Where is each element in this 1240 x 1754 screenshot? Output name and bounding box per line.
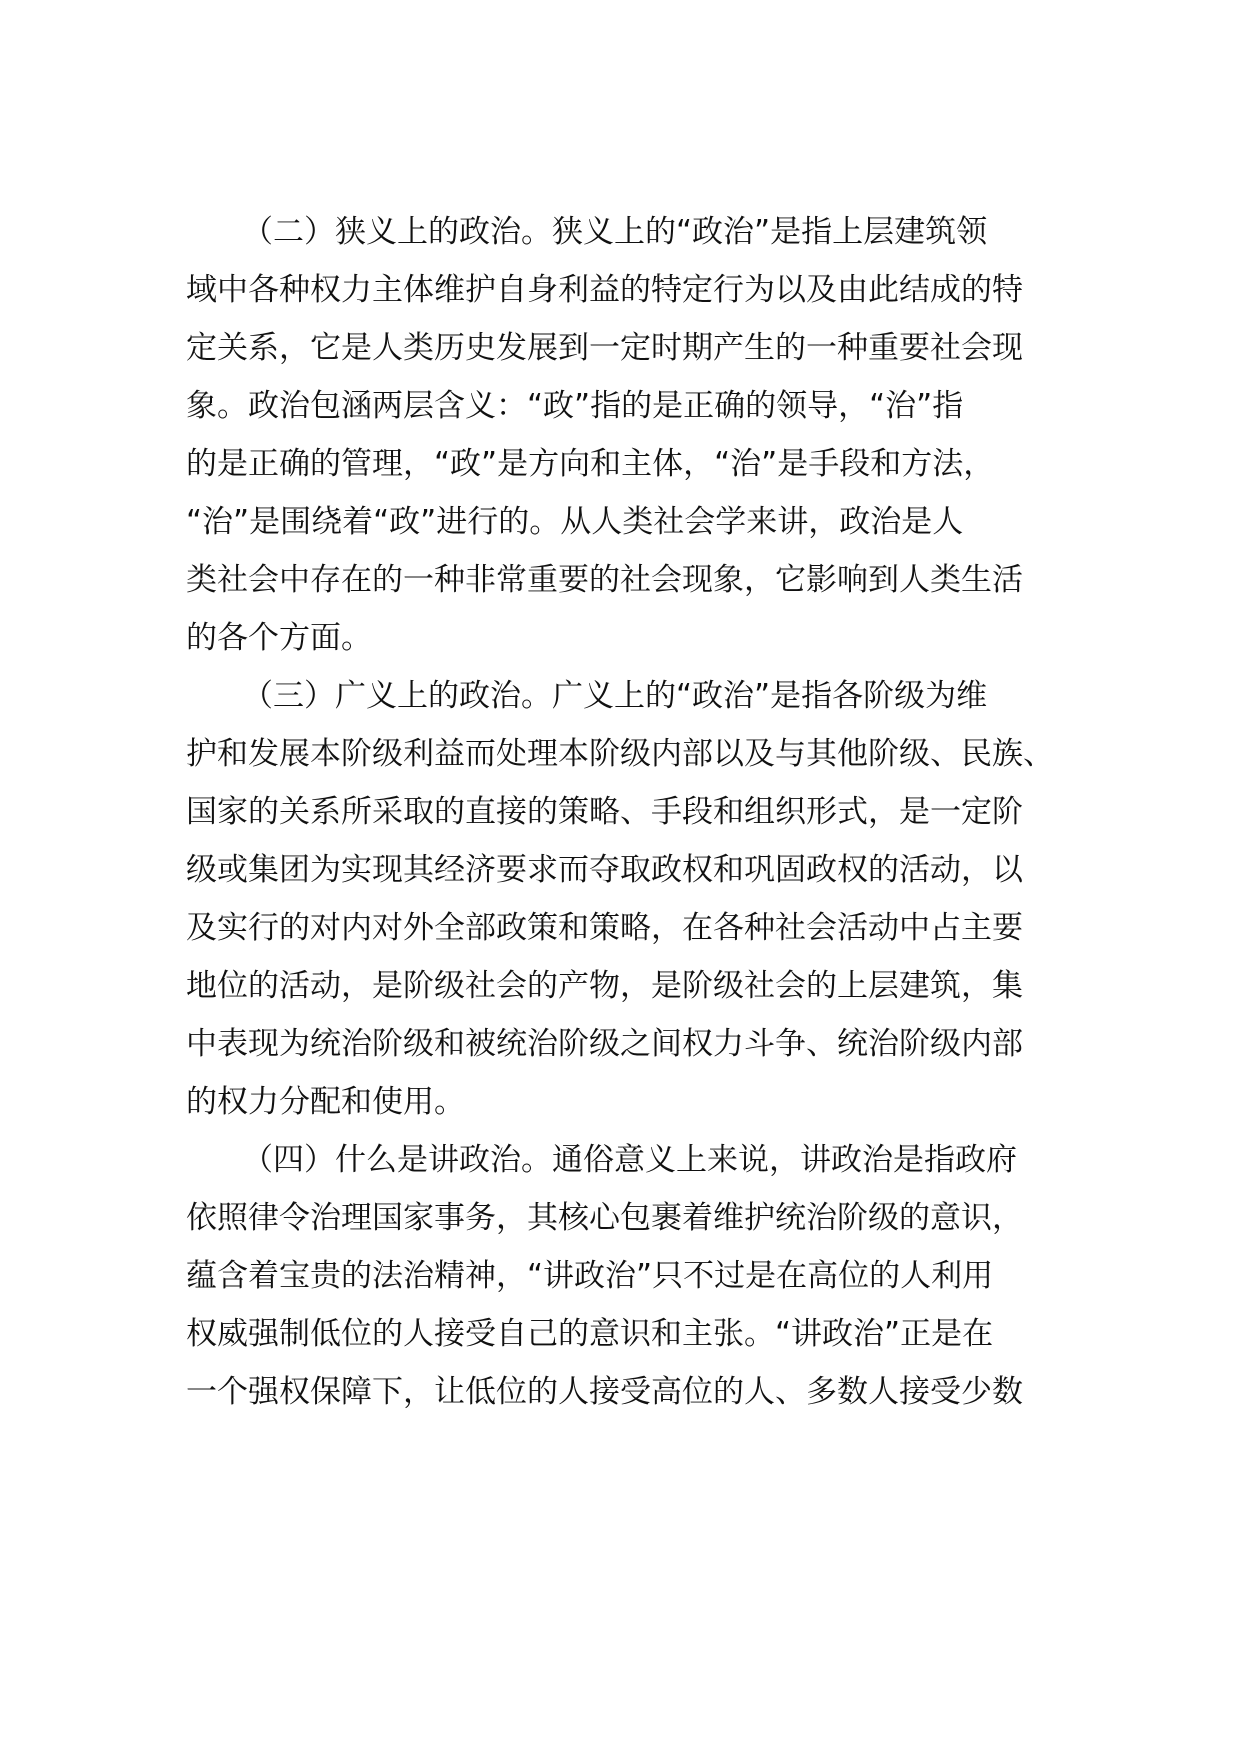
text-line: （四）什么是讲政治。通俗意义上来说，讲政治是指政府 bbox=[242, 1142, 1017, 1178]
text-line: 级或集团为实现其经济要求而夺取政权和巩固政权的活动，以 bbox=[186, 852, 1023, 888]
text-line: 定关系，它是人类历史发展到一定时期产生的一种重要社会现 bbox=[186, 330, 1023, 366]
text-line: “治”是围绕着“政”进行的。从人类社会学来讲，政治是人 bbox=[186, 504, 964, 540]
text-line: 一个强权保障下，让低位的人接受高位的人、多数人接受少数 bbox=[186, 1374, 1023, 1410]
text-line: 域中各种权力主体维护自身利益的特定行为以及由此结成的特 bbox=[186, 272, 1023, 308]
text-line: 的各个方面。 bbox=[186, 620, 372, 656]
text-line: 依照律令治理国家事务，其核心包裹着维护统治阶级的意识， bbox=[186, 1200, 1023, 1236]
text-line: （二）狭义上的政治。狭义上的“政治”是指上层建筑领 bbox=[242, 214, 988, 250]
text-line: 类社会中存在的一种非常重要的社会现象，它影响到人类生活 bbox=[186, 562, 1023, 598]
text-line: 及实行的对内对外全部政策和策略，在各种社会活动中占主要 bbox=[186, 910, 1023, 946]
text-line: 的是正确的管理，“政”是方向和主体，“治”是手段和方法， bbox=[186, 446, 995, 482]
text-line: 象。政治包涵两层含义：“政”指的是正确的领导，“治”指 bbox=[186, 388, 964, 424]
text-line: 国家的关系所采取的直接的策略、手段和组织形式，是一定阶 bbox=[186, 794, 1023, 830]
text-line: 地位的活动，是阶级社会的产物，是阶级社会的上层建筑，集 bbox=[186, 968, 1023, 1004]
text-line: 的权力分配和使用。 bbox=[186, 1084, 465, 1120]
text-line: 蕴含着宝贵的法治精神，“讲政治”只不过是在高位的人利用 bbox=[186, 1258, 994, 1294]
text-line: 护和发展本阶级利益而处理本阶级内部以及与其他阶级、民族、 bbox=[186, 736, 1054, 772]
text-line: （三）广义上的政治。广义上的“政治”是指各阶级为维 bbox=[242, 678, 988, 714]
text-line: 权威强制低位的人接受自己的意识和主张。“讲政治”正是在 bbox=[186, 1316, 994, 1352]
text-line: 中表现为统治阶级和被统治阶级之间权力斗争、统治阶级内部 bbox=[186, 1026, 1023, 1062]
